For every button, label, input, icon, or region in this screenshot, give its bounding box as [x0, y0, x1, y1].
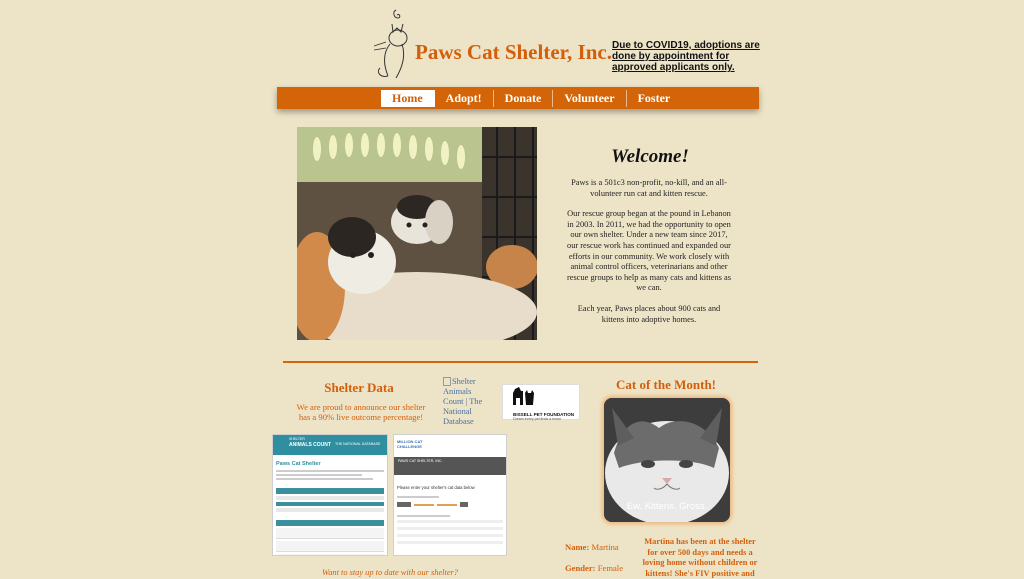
bissell-tagline: Dream every pet finds a home — [513, 417, 562, 421]
welcome-paragraph: Our rescue group began at the pound in Lebanon in 2003. In 2011, we had the opportunity to open our own shelter. Under a new team since 2017, our rescue work has continued and expanded our efforts in our community. We work closely with animal control officers, veterinarians and other rescue groups to help as many cats and kittens as we can. — [567, 209, 731, 293]
bissell-label: BISSELL PET FOUNDATION — [513, 412, 575, 417]
cat-logo-icon[interactable] — [372, 6, 412, 80]
million-cat-challenge-screenshot[interactable] — [393, 434, 507, 556]
newsletter-prompt: Want to stay up to date with our shelter? — [321, 568, 458, 577]
shelter-data-text: We are proud to announce our shelter has a 90% live outcome percentage! — [296, 402, 426, 423]
sac-brand-small: SHELTER — [289, 437, 305, 441]
nav-volunteer[interactable]: Volunteer — [553, 90, 626, 107]
welcome-heading: Welcome! — [611, 146, 689, 167]
welcome-paragraph: Each year, Paws places about 900 cats and kittens into adoptive homes. — [577, 303, 721, 324]
nav-foster[interactable]: Foster — [637, 90, 671, 105]
cat-gender-line — [565, 563, 623, 573]
sac-db: THE NATIONAL DATABASE — [335, 442, 381, 446]
welcome-body — [566, 178, 732, 335]
cat-of-month-photo — [604, 398, 730, 522]
mcc-org-name: PAWS CAT SHELTER, INC. — [398, 459, 443, 463]
sac-brand: ANIMALS COUNT — [289, 442, 331, 448]
section-divider — [283, 361, 758, 363]
mcc-header-bar — [394, 457, 506, 475]
dog-cat-silhouette-icon — [503, 385, 579, 407]
cat-of-month-heading: Cat of the Month! — [615, 377, 716, 392]
cat-gender-label: Gender: — [565, 563, 596, 573]
cat-name-value: Martina — [591, 542, 619, 552]
bissell-pet-foundation-logo[interactable] — [502, 384, 580, 420]
mcc-brand: MILLION CAT CHALLENGE — [397, 439, 423, 449]
mcc-prompt: Please enter your shelter's cat data below — [397, 485, 475, 490]
cat-name-line — [565, 542, 619, 552]
nav-adopt[interactable]: Adopt! — [435, 90, 494, 107]
welcome-paragraph: Paws is a 501c3 non-profit, no-kill, and an all-volunteer run cat and kitten rescue. — [571, 178, 727, 198]
nav-donate[interactable]: Donate — [494, 90, 554, 107]
sac-org-name: Paws Cat Shelter — [276, 461, 321, 467]
shelter-animals-count-screenshot[interactable] — [272, 434, 388, 556]
cat-gender-value: Female — [597, 563, 624, 573]
site-title[interactable]: Paws Cat Shelter, Inc. — [415, 40, 612, 64]
nav-home[interactable]: Home — [381, 90, 435, 107]
image-alt-text: Shelter Animals Count | The National Database — [443, 377, 483, 426]
cat-name-label: Name: — [565, 542, 590, 552]
sac-content — [276, 470, 384, 556]
main-navigation — [277, 87, 759, 109]
shelter-data-heading: Shelter Data — [324, 380, 394, 395]
mcc-form — [397, 496, 503, 544]
shelter-animals-count-image-link[interactable] — [443, 377, 493, 427]
cat-description: Martina has been at the shelter for over 500 days and needs a loving home without children or kittens! She's FIV positive and — [642, 537, 758, 578]
covid-notice-link[interactable]: Due to COVID19, adoptions are done by appointment for approved applicants only. — [612, 40, 760, 73]
kittens-hero-photo — [297, 127, 537, 340]
cat-photo-caption: Ew. Kittens. Gross. — [626, 501, 708, 512]
broken-image-icon — [443, 377, 451, 386]
sac-header — [273, 435, 387, 455]
